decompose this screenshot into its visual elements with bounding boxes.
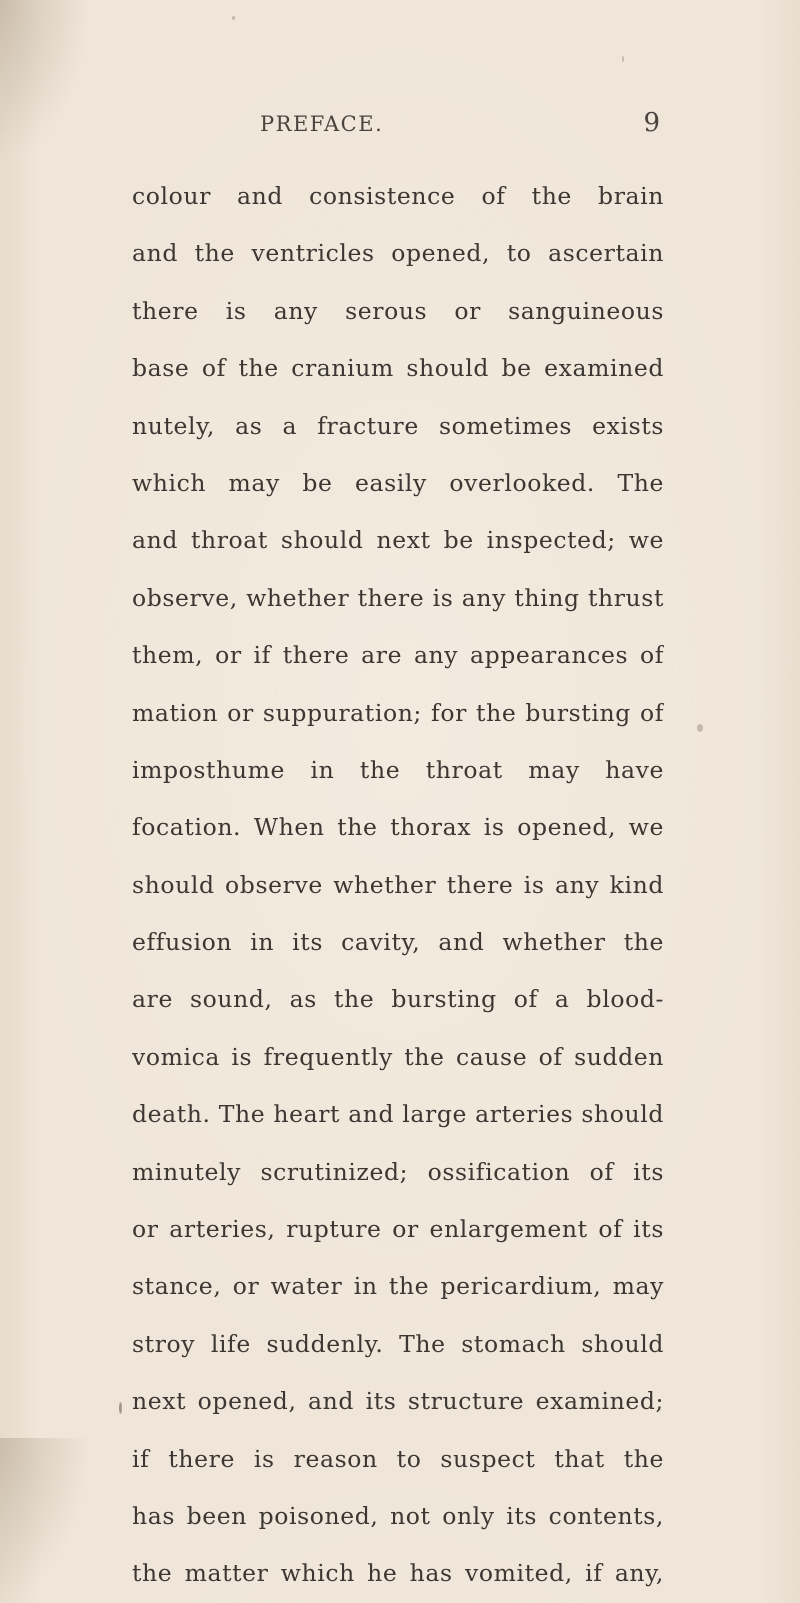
text-line-1: colour and consistence of the brain bbox=[132, 182, 664, 210]
text-line-3: there is any serous or sanguineous bbox=[132, 296, 664, 325]
text-line-7: and throat should next be inspected; we bbox=[132, 526, 664, 555]
ink-speck bbox=[697, 724, 703, 732]
text-line-4: base of the cranium should be examined bbox=[132, 354, 664, 383]
text-line-22: next opened, and its structure examined; bbox=[132, 1387, 664, 1416]
text-line-2: and the ventricles opened, to ascertain bbox=[132, 239, 664, 268]
body-text bbox=[132, 168, 664, 1603]
text-line-12: focation. When the thorax is opened, we bbox=[132, 813, 664, 842]
text-line-14: effusion in its cavity, and whether the bbox=[132, 928, 664, 957]
text-line-15: are sound, as the bursting of a blood- bbox=[132, 985, 664, 1014]
text-line-16: vomica is frequently the cause of sudden bbox=[132, 1042, 664, 1071]
text-line-25: the matter which he has vomited, if any, bbox=[132, 1559, 664, 1588]
text-line-19: or arteries, rupture or enlargement of its bbox=[132, 1215, 664, 1244]
text-line-20: stance, or water in the pericardium, may bbox=[132, 1272, 664, 1301]
text-line-24: has been poisoned, not only its contents, bbox=[132, 1501, 664, 1530]
text-line-21: stroy life suddenly. The stomach should bbox=[132, 1329, 664, 1358]
text-line-17: death. The heart and large arteries should bbox=[132, 1100, 664, 1129]
text-line-13: should observe whether there is any kind bbox=[132, 870, 664, 899]
ink-speck bbox=[119, 1402, 122, 1414]
ink-speck bbox=[232, 16, 235, 20]
ink-speck bbox=[622, 56, 624, 62]
text-line-18: minutely scrutinized; ossification of its bbox=[132, 1157, 664, 1186]
text-line-8: observe, whether there is any thing thrust bbox=[132, 583, 664, 612]
text-line-5: nutely, as a fracture sometimes exists bbox=[132, 411, 664, 440]
running-title: PREFACE. bbox=[260, 112, 384, 136]
text-line-11: imposthume in the throat may have bbox=[132, 755, 664, 784]
page-number: 9 bbox=[643, 108, 660, 138]
text-line-10: mation or suppuration; for the bursting of bbox=[132, 698, 664, 727]
text-line-6: which may be easily overlooked. The bbox=[132, 468, 664, 497]
running-head bbox=[130, 108, 660, 146]
text-line-9: them, or if there are any appearances of bbox=[132, 641, 664, 670]
text-line-23: if there is reason to suspect that the bbox=[132, 1444, 664, 1473]
